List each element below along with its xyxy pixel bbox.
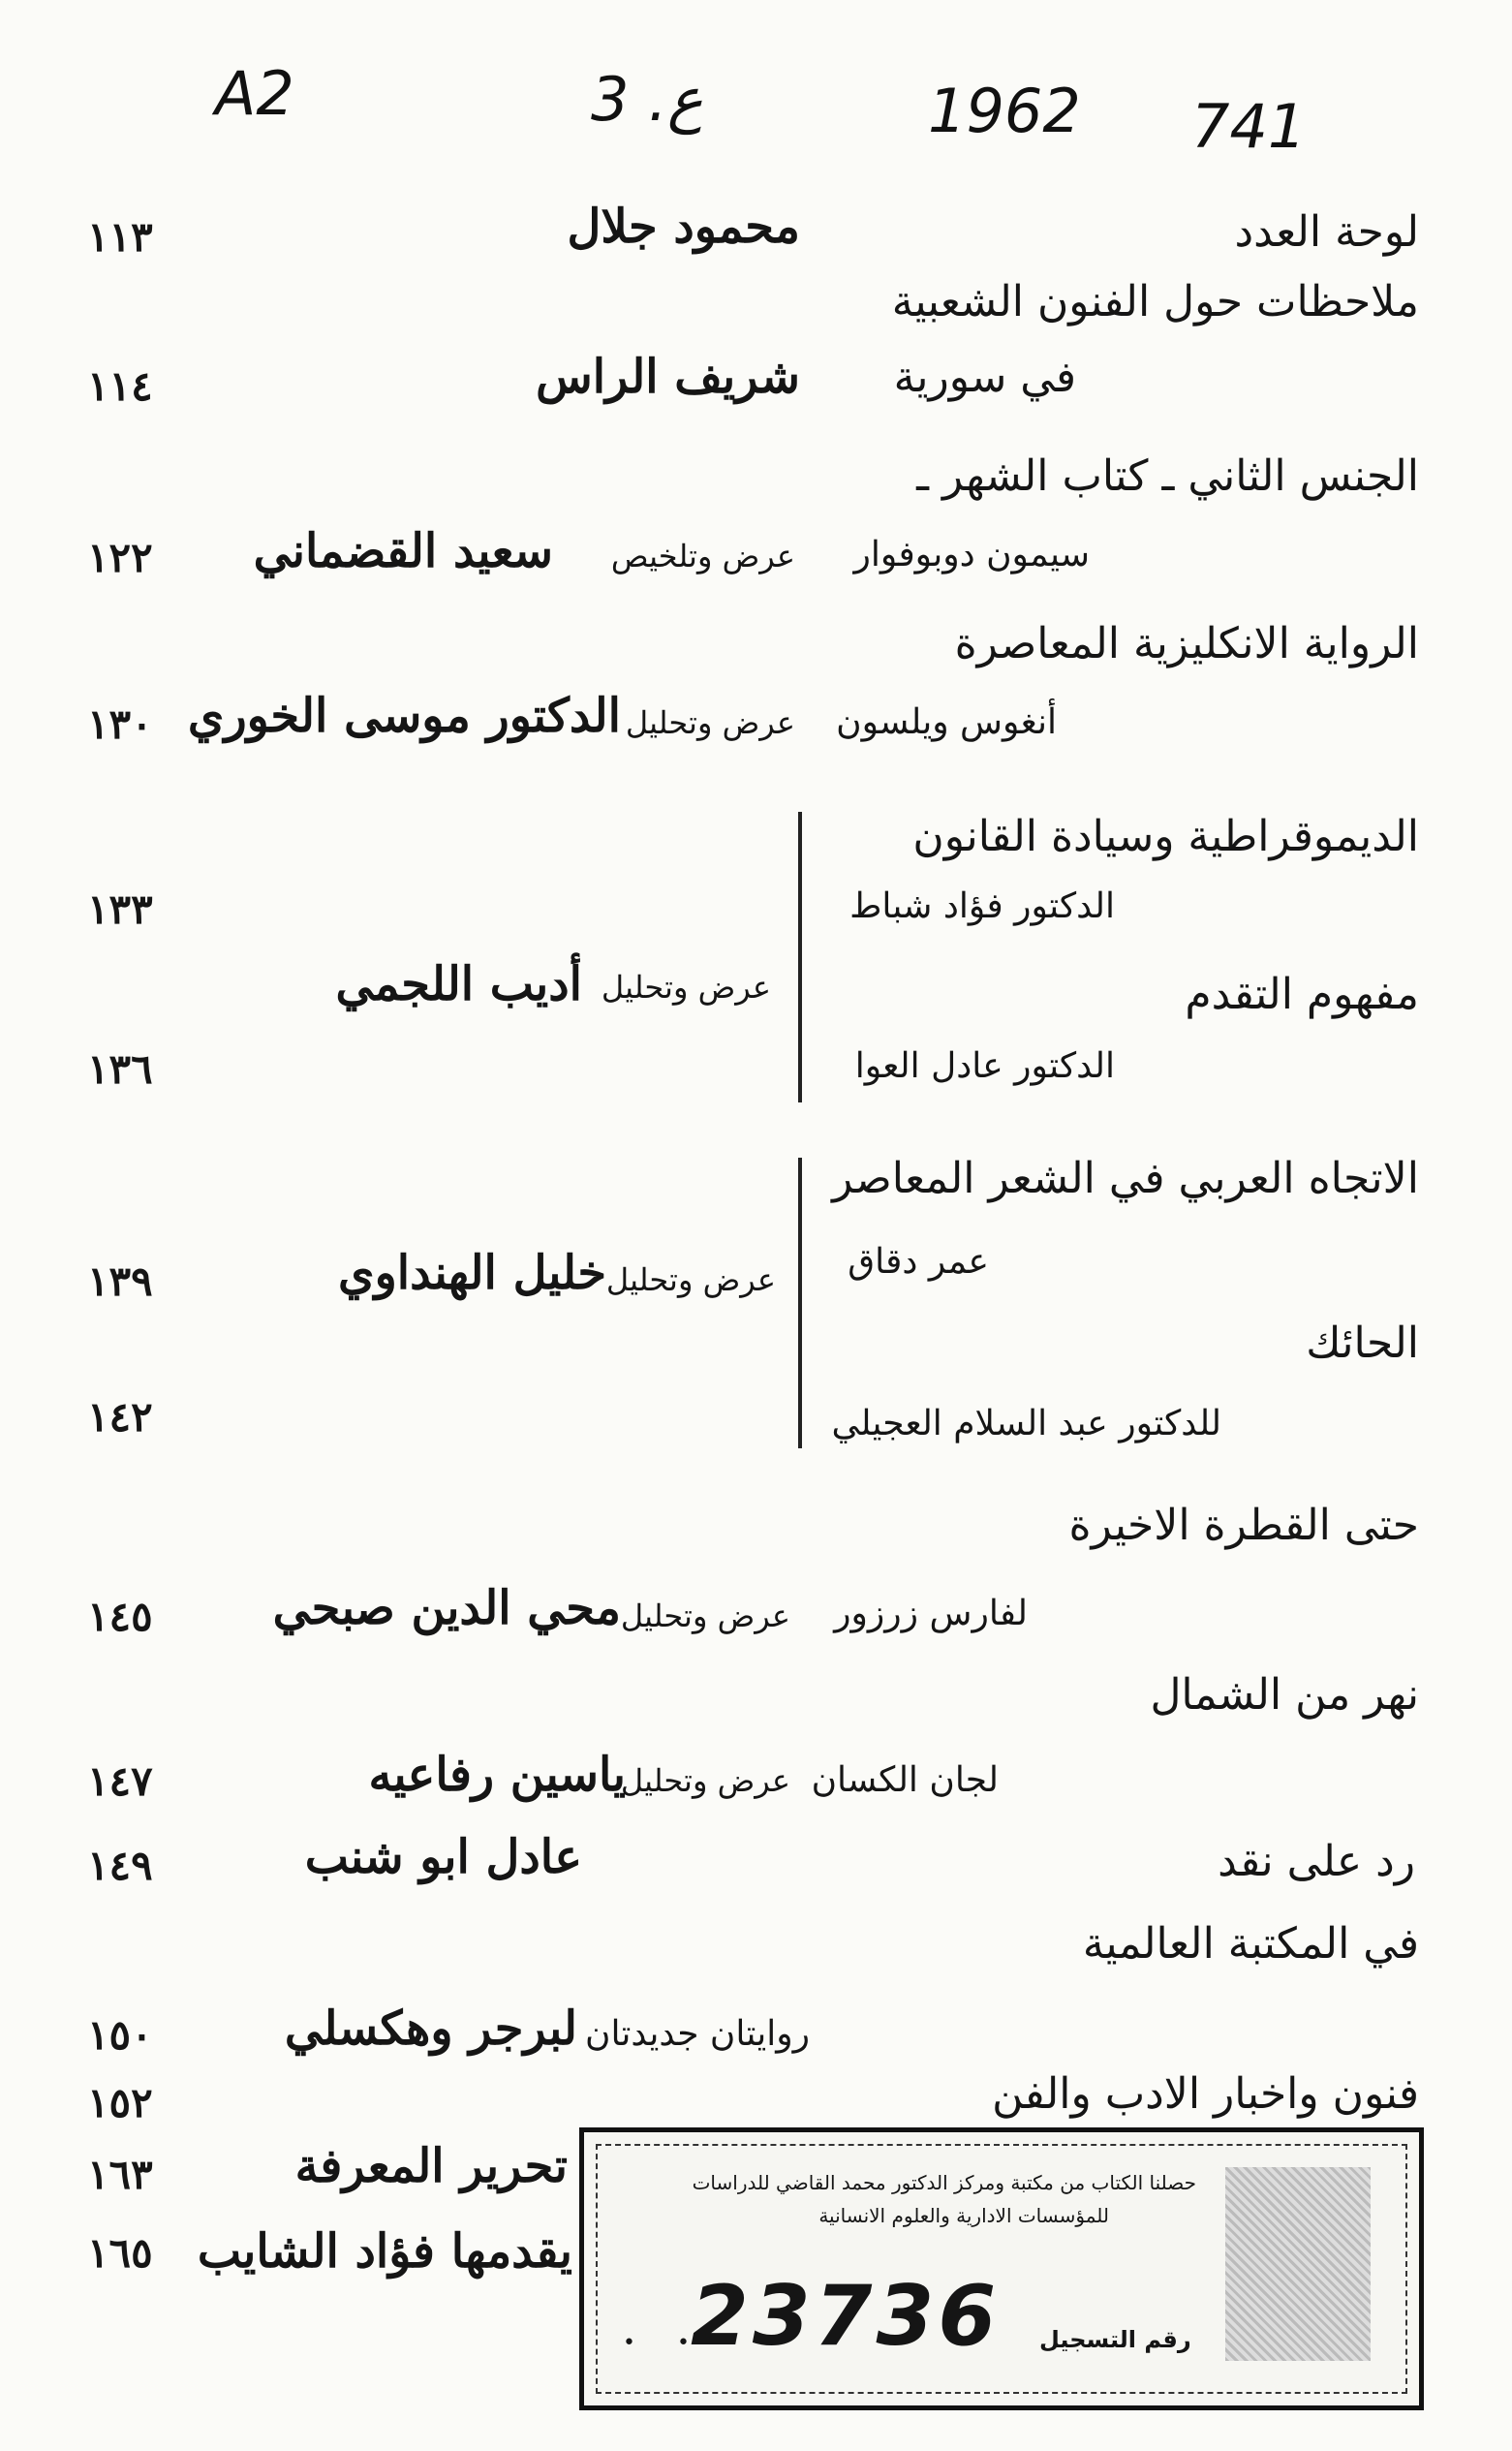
- toc-subtitle: عمر دقاق: [848, 1242, 989, 1282]
- toc-review-label: عرض وتحليل: [620, 1598, 790, 1634]
- toc-title: الرواية الانكليزية المعاصرة: [954, 619, 1419, 668]
- toc-subtitle: سيمون دوبوفوار: [853, 535, 1090, 574]
- toc-title: الديموقراطية وسيادة القانون: [912, 812, 1419, 861]
- stamp-photo-area: [1225, 2167, 1371, 2361]
- toc-title: ملاحظات حول الفنون الشعبية: [891, 277, 1419, 326]
- toc-page: ١٤٩: [87, 1842, 153, 1889]
- toc-subtitle: لجان الكسان: [811, 1760, 999, 1800]
- toc-page: ١٦٣: [87, 2151, 153, 2198]
- toc-page: ١١٣: [87, 213, 153, 261]
- toc-title: الجنس الثاني ـ كتاب الشهر ـ: [916, 451, 1419, 501]
- toc-page: ١٥٠: [87, 2011, 153, 2059]
- toc-page: ١٣٣: [87, 885, 153, 933]
- toc-subtitle: للدكتور عبد السلام العجيلي: [831, 1404, 1221, 1443]
- toc-page: ١٣٠: [87, 700, 153, 748]
- toc-author: شريف الراس: [536, 350, 800, 404]
- toc-page: ١٤٧: [87, 1757, 153, 1805]
- toc-title: الاتجاه العربي في الشعر المعاصر: [832, 1154, 1419, 1203]
- toc-title: فنون واخبار الادب والفن: [992, 2069, 1419, 2119]
- toc-title: في المكتبة العالمية: [1082, 1919, 1419, 1969]
- toc-review-label: عرض وتحليل: [625, 704, 795, 741]
- toc-author: يقدمها فؤاد الشايب: [197, 2224, 572, 2279]
- toc-subtitle: الدكتور عادل العوا: [854, 1046, 1115, 1086]
- toc-author: الدكتور موسى الخوري: [187, 689, 621, 743]
- toc-title: حتى القطرة الاخيرة: [1068, 1501, 1419, 1550]
- toc-author: عادل ابو شنب: [304, 1830, 582, 1884]
- toc-title: الحائك: [1306, 1319, 1419, 1368]
- toc-page: ١١٤: [87, 362, 153, 410]
- toc-page: ١٤٢: [87, 1393, 153, 1441]
- stamp-text-line2: للمؤسسات الادارية والعلوم الانسانية: [818, 2204, 1109, 2227]
- toc-author: تحرير المعرفة: [294, 2139, 568, 2193]
- toc-author: لبرجر وهكسلي: [284, 2001, 577, 2056]
- group-divider: [798, 1158, 802, 1448]
- toc-title: نهر من الشمال: [1150, 1670, 1419, 1720]
- toc-review-label: عرض وتلخيص: [610, 538, 795, 574]
- handwritten-year: 1962: [928, 76, 1081, 146]
- toc-review-label: عرض وتحليل: [620, 1762, 790, 1799]
- toc-page: ١٢٢: [87, 534, 153, 581]
- stamp-registration-number: 23736: [691, 2268, 1001, 2365]
- toc-page: ١٤٥: [87, 1593, 153, 1640]
- toc-author: محمود جلال: [567, 200, 800, 254]
- stamp-dots: • •: [623, 2331, 707, 2355]
- toc-subtitle: روايتان جديدتان: [585, 2014, 810, 2054]
- library-stamp: [579, 2127, 1424, 2410]
- group-review-label: عرض وتحليل: [601, 969, 771, 1006]
- group-review-label: عرض وتحليل: [605, 1261, 776, 1298]
- toc-page: ١٣٦: [87, 1045, 153, 1093]
- toc-author: ياسين رفاعيه: [368, 1748, 626, 1802]
- toc-author: محي الدين صبحي: [272, 1581, 621, 1635]
- handwritten-code-b: 3 .ع: [591, 64, 703, 135]
- toc-page: ١٦٥: [87, 2229, 153, 2277]
- toc-subtitle: الدكتور فؤاد شباط: [849, 886, 1115, 926]
- group-divider: [798, 812, 802, 1102]
- group-author: أديب اللجمي: [335, 957, 582, 1011]
- handwritten-code-a: A2: [215, 58, 294, 129]
- toc-subtitle: لفارس زرزور: [834, 1594, 1028, 1633]
- toc-page: ١٣٩: [87, 1257, 153, 1305]
- stamp-registration-label: رقم التسجيل: [1039, 2326, 1191, 2353]
- toc-subtitle: في سورية: [893, 353, 1076, 402]
- handwritten-number: 741: [1191, 91, 1307, 162]
- toc-title: رد على نقد: [1218, 1837, 1415, 1886]
- toc-page: ١٥٢: [87, 2079, 153, 2126]
- group-author: خليل الهنداوي: [338, 1246, 606, 1300]
- stamp-text-line1: حصلنا الكتاب من مكتبة ومركز الدكتور محمد القاضي للدراسات: [692, 2171, 1196, 2194]
- toc-subtitle: أنغوس ويلسون: [836, 702, 1057, 742]
- toc-title: لوحة العدد: [1234, 207, 1419, 257]
- toc-title: مفهوم التقدم: [1185, 970, 1419, 1019]
- toc-author: سعيد القضماني: [253, 524, 553, 578]
